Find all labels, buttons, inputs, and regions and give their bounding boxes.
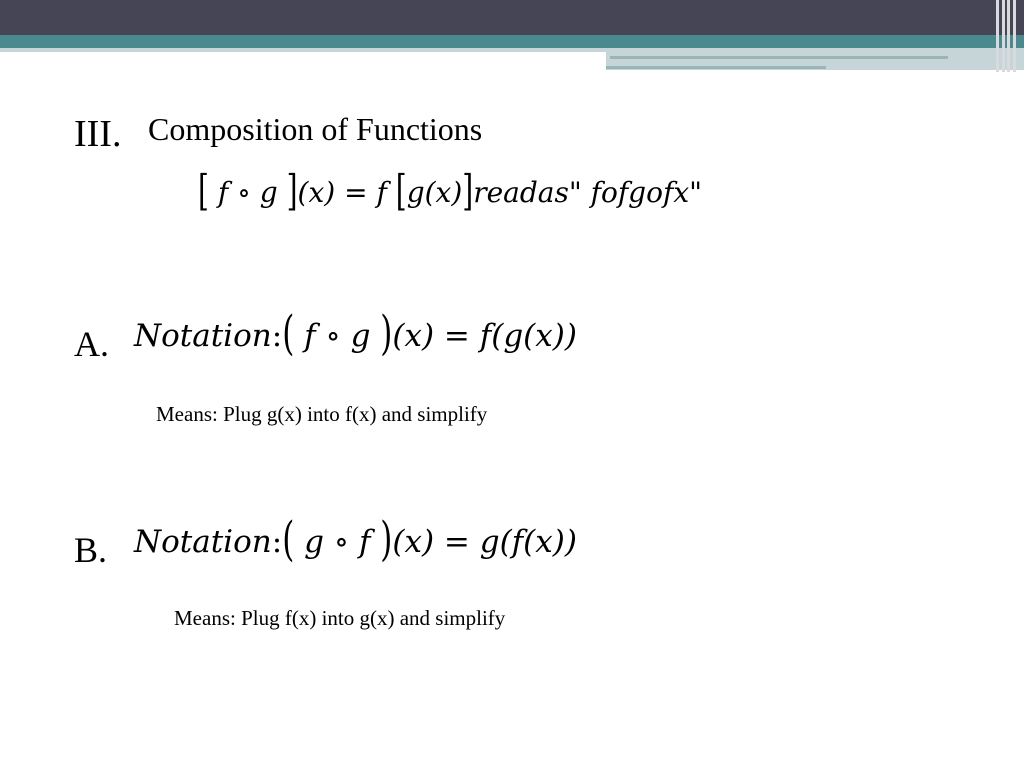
header-stripes [994, 0, 1024, 72]
formula-rhs-bracket-open: [ [395, 166, 407, 216]
formula-rhs-f: f [376, 176, 387, 209]
header-accent-bar [0, 35, 1024, 48]
composition-formula [198, 166, 702, 216]
paren-close: ) [380, 513, 393, 568]
item-b-label: B. [74, 530, 108, 570]
compose-operator: ∘ [237, 176, 251, 209]
formula-arg: (x) [297, 176, 336, 209]
notation-colon: : [271, 524, 283, 560]
header-bar [0, 0, 1024, 35]
notation-word: Notation [134, 318, 272, 354]
notation-result: (x) = g(f(x)) [392, 524, 577, 560]
header-light-strip [0, 48, 606, 52]
compose-operator: ∘ [325, 318, 341, 354]
formula-read-as: readas" fofgofx" [473, 176, 702, 209]
formula-bracket-close: ] [286, 166, 298, 216]
paren-open: ( [282, 307, 295, 362]
notation-first-function: g [304, 524, 325, 560]
formula-rhs-bracket-close: ] [462, 166, 474, 216]
item-a-label: A. [74, 324, 109, 364]
formula-equals: = [344, 176, 368, 209]
item-b-notation [134, 513, 577, 568]
notation-word: Notation [134, 524, 272, 560]
notation-result: (x) = f(g(x)) [392, 318, 577, 354]
paren-close: ) [380, 307, 393, 362]
formula-rhs-inner: g(x) [406, 176, 463, 209]
formula-f: f [217, 176, 229, 209]
item-a-means: Means: Plug g(x) into f(x) and simplify [156, 402, 488, 426]
notation-second-function: g [350, 318, 371, 354]
item-a-notation [134, 307, 577, 362]
notation-colon: : [271, 318, 283, 354]
formula-bracket-open: [ [198, 166, 209, 216]
paren-open: ( [282, 513, 295, 568]
section-numeral: III. [74, 113, 122, 155]
compose-operator: ∘ [333, 524, 350, 560]
header-rule-2 [606, 66, 826, 69]
header-rule-1 [610, 56, 948, 59]
notation-first-function: f [304, 318, 316, 354]
section-title: Composition of Functions [148, 111, 483, 147]
formula-g: g [259, 176, 278, 209]
notation-second-function: f [358, 524, 371, 560]
item-b-means: Means: Plug f(x) into g(x) and simplify [174, 606, 506, 630]
